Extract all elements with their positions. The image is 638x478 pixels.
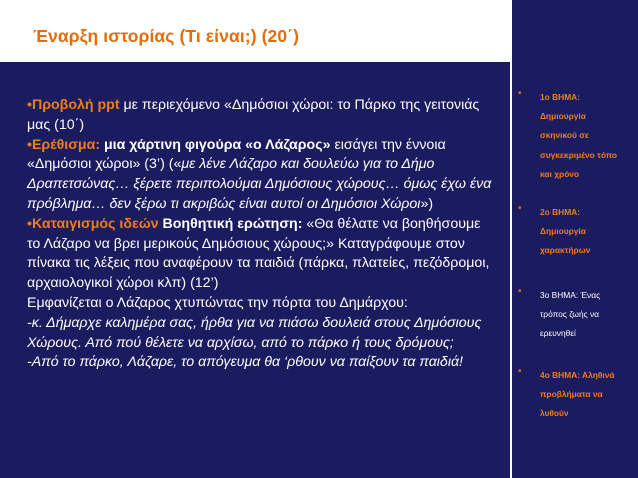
paragraph-appearance: Εμφανίζεται ο Λάζαρος χτυπώντας την πόρτα του Δημάρχου: [27, 294, 408, 311]
step-line: συγκεκριμένο τόπο [540, 149, 618, 160]
step-line: ερευνηθεί [540, 328, 576, 339]
step-line: 2ο ΒΗΜΑ: [540, 207, 581, 217]
brainstorm-bold: Βοηθητική ερώτηση: [158, 215, 303, 232]
paragraph-dialogue-2: -Από το πάρκο, Λάζαρε, το απόγευμα θα ‘ρθουν να παίξουν τα παιδιά! [27, 354, 463, 371]
stimulus-bold: μια χάρτινη φιγούρα «ο Λάζαρος» [100, 136, 331, 153]
step-4-text [540, 366, 636, 424]
projection-label: •Προβολή ppt [27, 97, 120, 113]
step-line: προβλήματα να [540, 389, 603, 400]
step-line: 1ο ΒΗΜΑ: [540, 92, 581, 102]
step-3-text [540, 286, 636, 344]
stimulus-label: •Ερέθισμα: [27, 136, 101, 153]
step-1-text [540, 88, 636, 184]
stimulus-italic: με λένε Λάζαρο και δουλεύω για το Δήμο Δραπετσώνας… ξέρετε περιπολούμαι Δημόσιους χώρους… όμως έχω ένα πρόβλημα… δεν ξέρω τι ακριβώς είναι αυτοί οι Δημόσιοι Χώροι [27, 156, 492, 212]
paragraph-brainstorm [27, 215, 497, 294]
step-line: σκηνικού σε [540, 130, 589, 141]
stimulus-text: εισάγει την έννοια «Δημόσιοι χώροι» (3’) (« [27, 136, 446, 173]
steps-sidebar [512, 0, 638, 478]
step-line: και χρόνο [540, 168, 580, 179]
step-line: Δημιουργία [540, 226, 586, 237]
bullet: • [518, 203, 522, 214]
main-content [27, 96, 497, 373]
step-line: λυθούν [540, 408, 569, 419]
step-line: χαρακτήρων [540, 245, 591, 256]
bullet: • [518, 286, 522, 297]
stimulus-end: ») [420, 195, 434, 212]
paragraph-projection [27, 96, 497, 136]
paragraph-stimulus [27, 136, 497, 215]
brainstorm-text: «Θα θέλατε να βοηθήσουμε το Λάζαρο να βρει μερικούς Δημόσιους χώρους;» Καταγράφουμε στον πίνακα τις λέξεις που αναφέρουν τα παιδιά (πάρκα, πλατείες, πεζόδρομοι, αρχαιολογικοί χώροι κλπ) (12’) [27, 215, 490, 292]
brainstorm-label: •Καταιγισμός ιδεών [27, 215, 159, 232]
step-line: 3ο ΒΗΜΑ: Ένας [540, 290, 601, 300]
title-bar [0, 0, 510, 62]
bullet: • [518, 88, 522, 99]
step-line: τρόπος ζωής να [540, 309, 600, 320]
paragraph-dialogue-1: -κ. Δήμαρχε καλημέρα σας, ήρθα για να πιάσω δουλειά στους Δημόσιους Χώρους. Από πού θέλετε να αρχίσω, από το πάρκο ή τους δρόμους; [27, 314, 482, 351]
slide-title: Έναρξη ιστορίας (Τι είναι;) (20΄) [33, 26, 300, 46]
step-2-text [540, 203, 636, 261]
step-line: Δημιουργία [540, 111, 586, 122]
step-line: 4ο ΒΗΜΑ: Αληθινά [540, 370, 615, 380]
bullet: • [518, 366, 522, 377]
projection-text: με περιεχόμενο «Δημόσιοι χώροι: το Πάρκο της γειτονιάς μας (10΄) [27, 97, 480, 133]
